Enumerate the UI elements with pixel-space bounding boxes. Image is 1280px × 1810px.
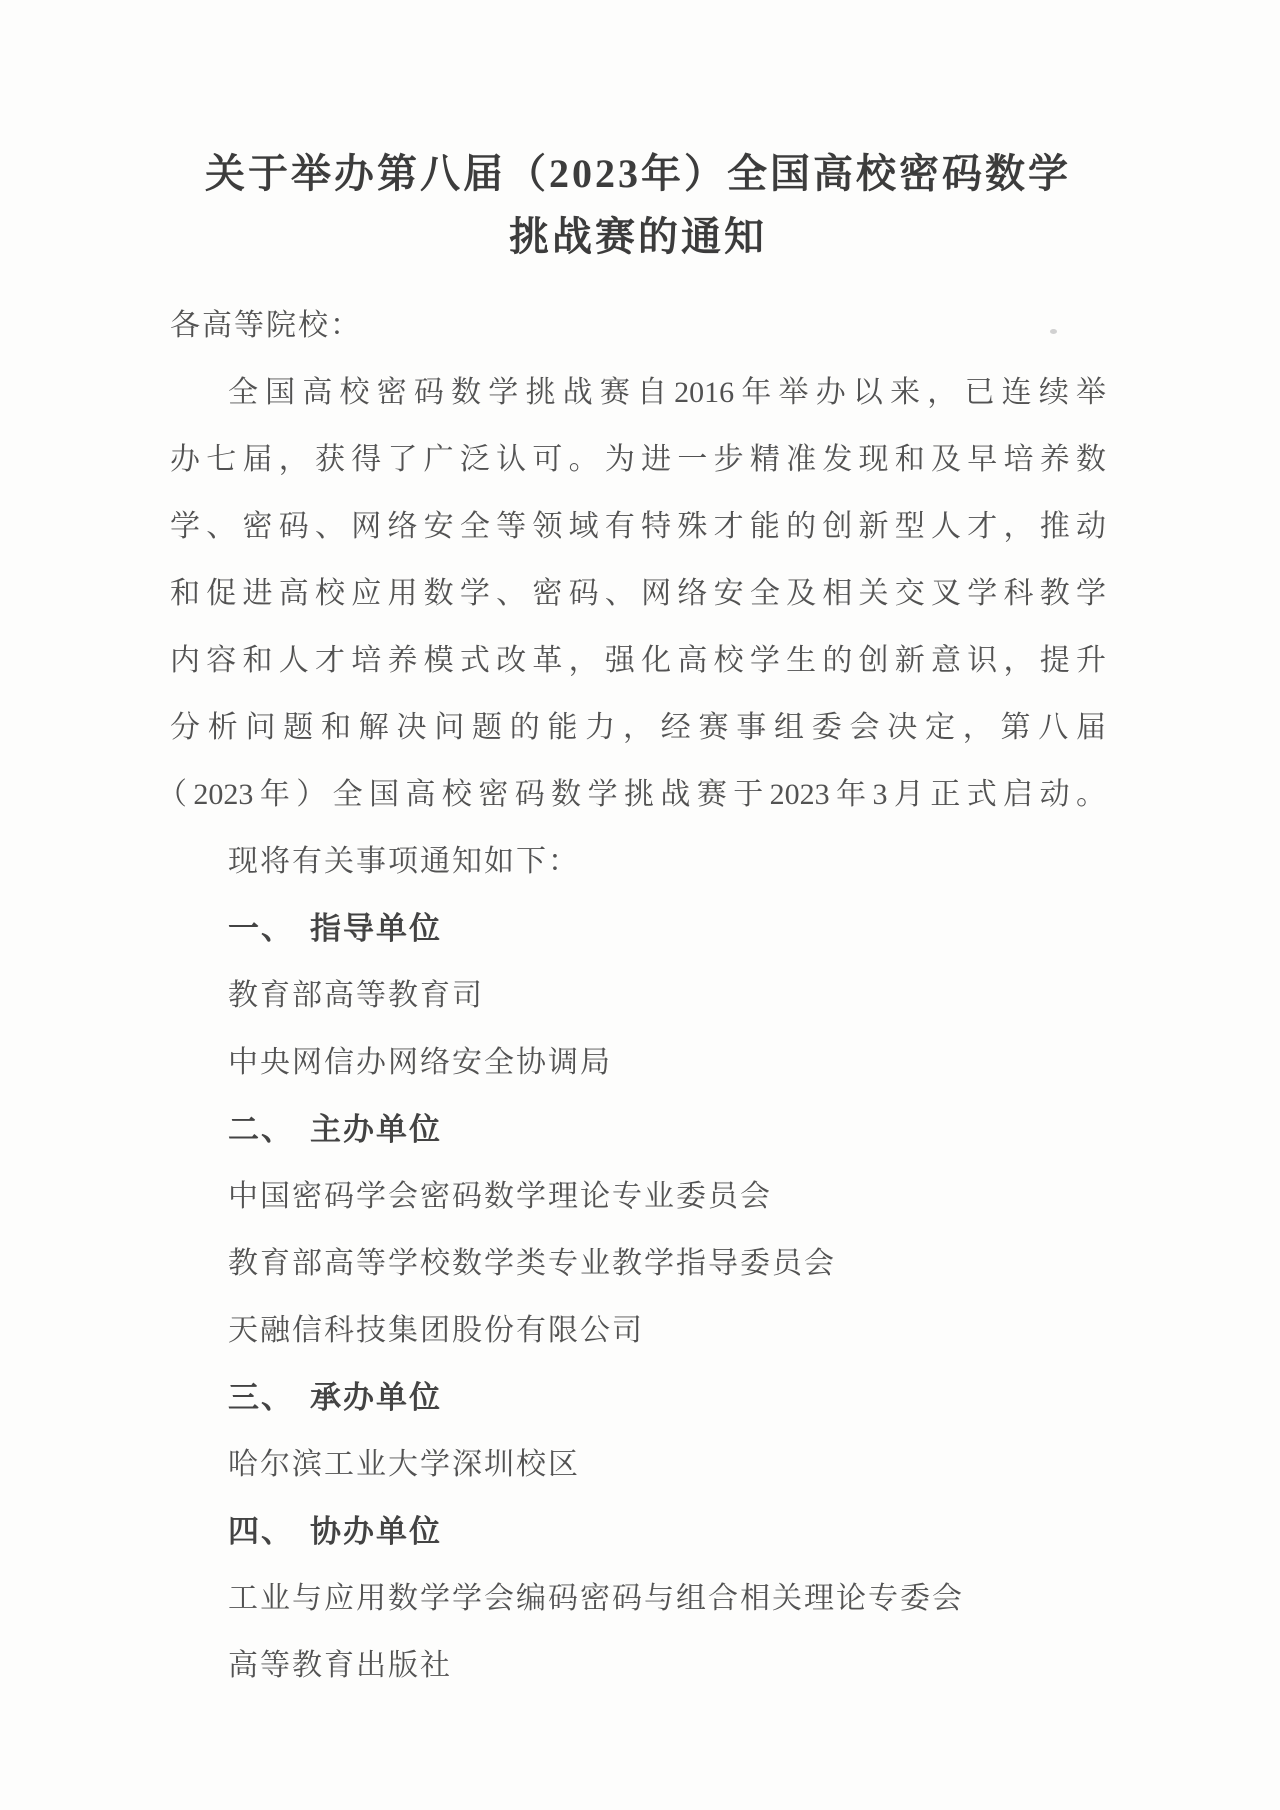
org-item: 中央网信办网络安全协调局 [228,1046,612,1079]
org-item: 天融信科技集团股份有限公司 [228,1314,644,1347]
section-heading-1 [170,895,1106,962]
org-item: 高等教育出版社 [228,1649,452,1682]
notice-lead: 现将有关事项通知如下： [228,845,580,878]
section-label: 协办单位 [310,1514,442,1549]
org-item: 工业与应用数学学会编码密码与组合相关理论专委会 [228,1582,964,1615]
notice-document [157,142,1106,1699]
section-label: 指导单位 [310,911,442,946]
org-item: 中国密码学会密码数学理论专业委员会 [228,1180,772,1213]
section-number: 四、 [228,1514,294,1549]
section-heading-4 [170,1498,1106,1565]
section-number: 二、 [228,1112,294,1147]
paragraph-line: 分析问题和解决问题的能力，经赛事组委会决定，第八届 [170,711,1106,744]
body-paragraph [157,359,1106,828]
paragraph-line: 和促进高校应用数学、密码、网络安全及相关交叉学科教学 [170,577,1106,610]
paragraph-line: 学、密码、网络安全等领域有特殊才能的创新型人才，推动 [170,510,1106,543]
salutation: 各高等院校： [170,309,362,342]
org-item: 哈尔滨工业大学深圳校区 [228,1448,580,1481]
paragraph-line: （2023年）全国高校密码数学挑战赛于2023年3月正式启动。 [157,778,1106,811]
title-line-2: 挑战赛的通知 [509,214,767,259]
section-number: 三、 [228,1380,294,1415]
section-heading-2 [170,1096,1106,1163]
paragraph-line: 办七届，获得了广泛认可。为进一步精准发现和及早培养数 [170,443,1106,476]
org-item: 教育部高等学校数学类专业教学指导委员会 [228,1247,836,1280]
paragraph-line: 全国高校密码数学挑战赛自2016年举办以来，已连续举 [228,376,1106,409]
document-title [170,142,1106,268]
section-number: 一、 [228,911,294,946]
section-label: 承办单位 [310,1380,442,1415]
section-label: 主办单位 [310,1112,442,1147]
section-heading-3 [170,1364,1106,1431]
paragraph-line: 内容和人才培养模式改革，强化高校学生的创新意识，提升 [170,644,1106,677]
title-line-1: 关于举办第八届（2023年）全国高校密码数学 [205,151,1071,196]
org-item: 教育部高等教育司 [228,979,484,1012]
